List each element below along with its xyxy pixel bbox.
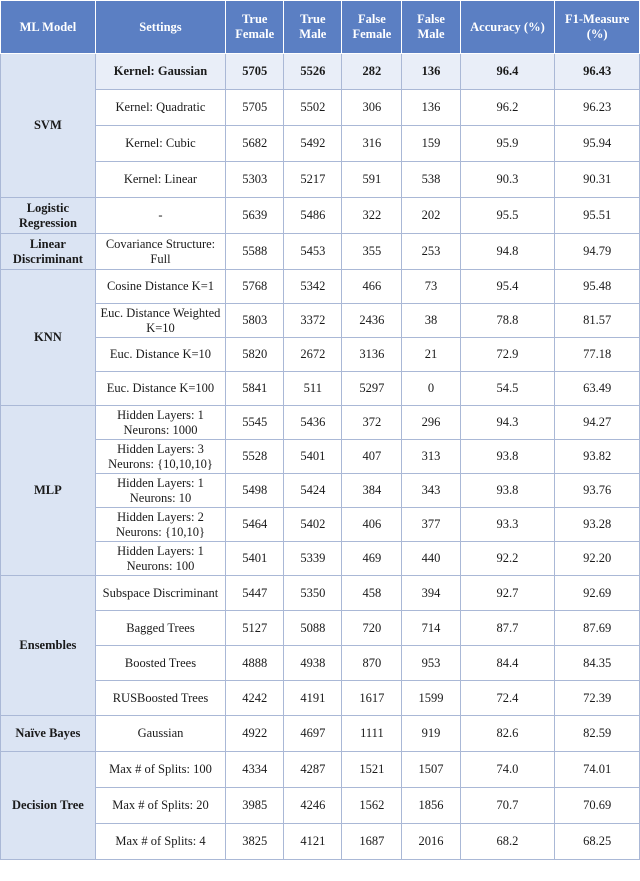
settings-cell: Euc. Distance K=100 bbox=[95, 372, 225, 406]
true-female-cell: 5528 bbox=[226, 440, 284, 474]
false-male-cell: 159 bbox=[402, 126, 460, 162]
f1-cell: 96.23 bbox=[555, 90, 640, 126]
false-female-cell: 1111 bbox=[342, 716, 402, 752]
true-male-cell: 5492 bbox=[284, 126, 342, 162]
header-settings: Settings bbox=[95, 1, 225, 54]
accuracy-cell: 68.2 bbox=[460, 824, 555, 860]
settings-cell: Euc. Distance Weighted K=10 bbox=[95, 304, 225, 338]
false-female-cell: 1687 bbox=[342, 824, 402, 860]
false-male-cell: 0 bbox=[402, 372, 460, 406]
true-male-cell: 2672 bbox=[284, 338, 342, 372]
accuracy-cell: 93.8 bbox=[460, 474, 555, 508]
true-male-cell: 5088 bbox=[284, 611, 342, 646]
false-male-cell: 538 bbox=[402, 162, 460, 198]
accuracy-cell: 94.3 bbox=[460, 406, 555, 440]
settings-cell: Gaussian bbox=[95, 716, 225, 752]
true-male-cell: 5217 bbox=[284, 162, 342, 198]
table-row bbox=[1, 681, 640, 716]
model-name-cell: SVM bbox=[1, 54, 96, 198]
settings-cell: Bagged Trees bbox=[95, 611, 225, 646]
settings-cell: Hidden Layers: 2 Neurons: {10,10} bbox=[95, 508, 225, 542]
table-row bbox=[1, 406, 640, 440]
settings-cell: Kernel: Linear bbox=[95, 162, 225, 198]
false-female-cell: 306 bbox=[342, 90, 402, 126]
f1-cell: 93.82 bbox=[555, 440, 640, 474]
table-row bbox=[1, 508, 640, 542]
false-male-cell: 202 bbox=[402, 198, 460, 234]
true-male-cell: 5436 bbox=[284, 406, 342, 440]
settings-cell: Kernel: Cubic bbox=[95, 126, 225, 162]
false-male-cell: 919 bbox=[402, 716, 460, 752]
false-female-cell: 2436 bbox=[342, 304, 402, 338]
true-male-cell: 4246 bbox=[284, 788, 342, 824]
table-row bbox=[1, 270, 640, 304]
false-male-cell: 38 bbox=[402, 304, 460, 338]
f1-cell: 72.39 bbox=[555, 681, 640, 716]
header-row bbox=[1, 1, 640, 54]
false-female-cell: 316 bbox=[342, 126, 402, 162]
header-false-male: False Male bbox=[402, 1, 460, 54]
table-row bbox=[1, 474, 640, 508]
false-female-cell: 466 bbox=[342, 270, 402, 304]
accuracy-cell: 95.5 bbox=[460, 198, 555, 234]
accuracy-cell: 72.9 bbox=[460, 338, 555, 372]
false-female-cell: 5297 bbox=[342, 372, 402, 406]
f1-cell: 77.18 bbox=[555, 338, 640, 372]
accuracy-cell: 94.8 bbox=[460, 234, 555, 270]
true-male-cell: 5526 bbox=[284, 54, 342, 90]
header-false-female: False Female bbox=[342, 1, 402, 54]
table-row bbox=[1, 162, 640, 198]
table-row bbox=[1, 716, 640, 752]
accuracy-cell: 96.4 bbox=[460, 54, 555, 90]
f1-cell: 82.59 bbox=[555, 716, 640, 752]
f1-cell: 81.57 bbox=[555, 304, 640, 338]
table-row bbox=[1, 752, 640, 788]
model-name-cell: MLP bbox=[1, 406, 96, 576]
false-female-cell: 3136 bbox=[342, 338, 402, 372]
true-female-cell: 4242 bbox=[226, 681, 284, 716]
true-female-cell: 5401 bbox=[226, 542, 284, 576]
false-male-cell: 377 bbox=[402, 508, 460, 542]
false-female-cell: 355 bbox=[342, 234, 402, 270]
false-male-cell: 394 bbox=[402, 576, 460, 611]
model-name-cell: Naïve Bayes bbox=[1, 716, 96, 752]
true-female-cell: 5588 bbox=[226, 234, 284, 270]
false-male-cell: 1856 bbox=[402, 788, 460, 824]
true-female-cell: 5803 bbox=[226, 304, 284, 338]
true-female-cell: 5705 bbox=[226, 54, 284, 90]
f1-cell: 93.76 bbox=[555, 474, 640, 508]
settings-cell: Hidden Layers: 1 Neurons: 10 bbox=[95, 474, 225, 508]
table-row bbox=[1, 126, 640, 162]
true-male-cell: 5339 bbox=[284, 542, 342, 576]
table-body bbox=[1, 54, 640, 860]
f1-cell: 95.51 bbox=[555, 198, 640, 234]
table-row bbox=[1, 788, 640, 824]
accuracy-cell: 74.0 bbox=[460, 752, 555, 788]
true-male-cell: 511 bbox=[284, 372, 342, 406]
table-row bbox=[1, 54, 640, 90]
table-header bbox=[1, 1, 640, 54]
true-female-cell: 4334 bbox=[226, 752, 284, 788]
true-male-cell: 5350 bbox=[284, 576, 342, 611]
true-male-cell: 4938 bbox=[284, 646, 342, 681]
table-row bbox=[1, 338, 640, 372]
true-female-cell: 5705 bbox=[226, 90, 284, 126]
f1-cell: 90.31 bbox=[555, 162, 640, 198]
table-row bbox=[1, 576, 640, 611]
model-name-cell: Logistic Regression bbox=[1, 198, 96, 234]
false-male-cell: 343 bbox=[402, 474, 460, 508]
f1-cell: 68.25 bbox=[555, 824, 640, 860]
settings-cell: Cosine Distance K=1 bbox=[95, 270, 225, 304]
table-row bbox=[1, 611, 640, 646]
false-female-cell: 322 bbox=[342, 198, 402, 234]
settings-cell: Euc. Distance K=10 bbox=[95, 338, 225, 372]
accuracy-cell: 95.4 bbox=[460, 270, 555, 304]
accuracy-cell: 92.2 bbox=[460, 542, 555, 576]
true-male-cell: 5453 bbox=[284, 234, 342, 270]
header-f1-measure: F1-Measure (%) bbox=[555, 1, 640, 54]
true-male-cell: 4697 bbox=[284, 716, 342, 752]
accuracy-cell: 92.7 bbox=[460, 576, 555, 611]
table-row bbox=[1, 234, 640, 270]
false-male-cell: 714 bbox=[402, 611, 460, 646]
false-female-cell: 1562 bbox=[342, 788, 402, 824]
true-female-cell: 4922 bbox=[226, 716, 284, 752]
f1-cell: 96.43 bbox=[555, 54, 640, 90]
settings-cell: Kernel: Gaussian bbox=[95, 54, 225, 90]
f1-cell: 92.69 bbox=[555, 576, 640, 611]
settings-cell: - bbox=[95, 198, 225, 234]
false-female-cell: 406 bbox=[342, 508, 402, 542]
false-female-cell: 372 bbox=[342, 406, 402, 440]
false-male-cell: 1507 bbox=[402, 752, 460, 788]
false-female-cell: 384 bbox=[342, 474, 402, 508]
f1-cell: 95.94 bbox=[555, 126, 640, 162]
false-male-cell: 1599 bbox=[402, 681, 460, 716]
accuracy-cell: 93.8 bbox=[460, 440, 555, 474]
settings-cell: Boosted Trees bbox=[95, 646, 225, 681]
true-male-cell: 5401 bbox=[284, 440, 342, 474]
model-name-cell: Linear Discriminant bbox=[1, 234, 96, 270]
false-male-cell: 2016 bbox=[402, 824, 460, 860]
false-male-cell: 296 bbox=[402, 406, 460, 440]
accuracy-cell: 72.4 bbox=[460, 681, 555, 716]
table-row bbox=[1, 304, 640, 338]
settings-cell: Max # of Splits: 20 bbox=[95, 788, 225, 824]
f1-cell: 94.79 bbox=[555, 234, 640, 270]
false-female-cell: 1617 bbox=[342, 681, 402, 716]
true-male-cell: 5402 bbox=[284, 508, 342, 542]
false-female-cell: 458 bbox=[342, 576, 402, 611]
true-female-cell: 5303 bbox=[226, 162, 284, 198]
true-male-cell: 5342 bbox=[284, 270, 342, 304]
true-female-cell: 5768 bbox=[226, 270, 284, 304]
f1-cell: 95.48 bbox=[555, 270, 640, 304]
settings-cell: Hidden Layers: 1 Neurons: 100 bbox=[95, 542, 225, 576]
accuracy-cell: 70.7 bbox=[460, 788, 555, 824]
accuracy-cell: 87.7 bbox=[460, 611, 555, 646]
table-row bbox=[1, 90, 640, 126]
f1-cell: 70.69 bbox=[555, 788, 640, 824]
accuracy-cell: 95.9 bbox=[460, 126, 555, 162]
false-female-cell: 407 bbox=[342, 440, 402, 474]
true-male-cell: 5486 bbox=[284, 198, 342, 234]
false-female-cell: 282 bbox=[342, 54, 402, 90]
settings-cell: Max # of Splits: 4 bbox=[95, 824, 225, 860]
table-row bbox=[1, 646, 640, 681]
f1-cell: 63.49 bbox=[555, 372, 640, 406]
false-female-cell: 870 bbox=[342, 646, 402, 681]
header-true-female: True Female bbox=[226, 1, 284, 54]
true-male-cell: 4191 bbox=[284, 681, 342, 716]
f1-cell: 74.01 bbox=[555, 752, 640, 788]
table-row bbox=[1, 542, 640, 576]
accuracy-cell: 84.4 bbox=[460, 646, 555, 681]
f1-cell: 87.69 bbox=[555, 611, 640, 646]
true-female-cell: 5682 bbox=[226, 126, 284, 162]
true-female-cell: 5841 bbox=[226, 372, 284, 406]
table-row bbox=[1, 824, 640, 860]
true-male-cell: 4287 bbox=[284, 752, 342, 788]
false-male-cell: 253 bbox=[402, 234, 460, 270]
f1-cell: 93.28 bbox=[555, 508, 640, 542]
accuracy-cell: 54.5 bbox=[460, 372, 555, 406]
false-male-cell: 953 bbox=[402, 646, 460, 681]
header-accuracy: Accuracy (%) bbox=[460, 1, 555, 54]
settings-cell: Hidden Layers: 3 Neurons: {10,10,10} bbox=[95, 440, 225, 474]
true-female-cell: 5639 bbox=[226, 198, 284, 234]
f1-cell: 92.20 bbox=[555, 542, 640, 576]
header-ml-model: ML Model bbox=[1, 1, 96, 54]
false-female-cell: 591 bbox=[342, 162, 402, 198]
accuracy-cell: 90.3 bbox=[460, 162, 555, 198]
true-male-cell: 4121 bbox=[284, 824, 342, 860]
settings-cell: Covariance Structure: Full bbox=[95, 234, 225, 270]
true-female-cell: 5820 bbox=[226, 338, 284, 372]
table-row bbox=[1, 372, 640, 406]
false-female-cell: 1521 bbox=[342, 752, 402, 788]
true-female-cell: 3985 bbox=[226, 788, 284, 824]
true-female-cell: 4888 bbox=[226, 646, 284, 681]
model-name-cell: KNN bbox=[1, 270, 96, 406]
true-female-cell: 5464 bbox=[226, 508, 284, 542]
accuracy-cell: 82.6 bbox=[460, 716, 555, 752]
false-male-cell: 73 bbox=[402, 270, 460, 304]
true-male-cell: 3372 bbox=[284, 304, 342, 338]
header-true-male: True Male bbox=[284, 1, 342, 54]
settings-cell: Hidden Layers: 1 Neurons: 1000 bbox=[95, 406, 225, 440]
false-male-cell: 136 bbox=[402, 90, 460, 126]
model-name-cell: Ensembles bbox=[1, 576, 96, 716]
true-female-cell: 5498 bbox=[226, 474, 284, 508]
f1-cell: 84.35 bbox=[555, 646, 640, 681]
false-male-cell: 136 bbox=[402, 54, 460, 90]
false-male-cell: 313 bbox=[402, 440, 460, 474]
true-female-cell: 5447 bbox=[226, 576, 284, 611]
true-female-cell: 3825 bbox=[226, 824, 284, 860]
f1-cell: 94.27 bbox=[555, 406, 640, 440]
accuracy-cell: 93.3 bbox=[460, 508, 555, 542]
table-row bbox=[1, 198, 640, 234]
true-female-cell: 5127 bbox=[226, 611, 284, 646]
false-male-cell: 21 bbox=[402, 338, 460, 372]
false-female-cell: 720 bbox=[342, 611, 402, 646]
settings-cell: RUSBoosted Trees bbox=[95, 681, 225, 716]
true-male-cell: 5502 bbox=[284, 90, 342, 126]
settings-cell: Subspace Discriminant bbox=[95, 576, 225, 611]
true-male-cell: 5424 bbox=[284, 474, 342, 508]
table-row bbox=[1, 440, 640, 474]
model-name-cell: Decision Tree bbox=[1, 752, 96, 860]
accuracy-cell: 96.2 bbox=[460, 90, 555, 126]
settings-cell: Max # of Splits: 100 bbox=[95, 752, 225, 788]
false-female-cell: 469 bbox=[342, 542, 402, 576]
settings-cell: Kernel: Quadratic bbox=[95, 90, 225, 126]
accuracy-cell: 78.8 bbox=[460, 304, 555, 338]
true-female-cell: 5545 bbox=[226, 406, 284, 440]
false-male-cell: 440 bbox=[402, 542, 460, 576]
